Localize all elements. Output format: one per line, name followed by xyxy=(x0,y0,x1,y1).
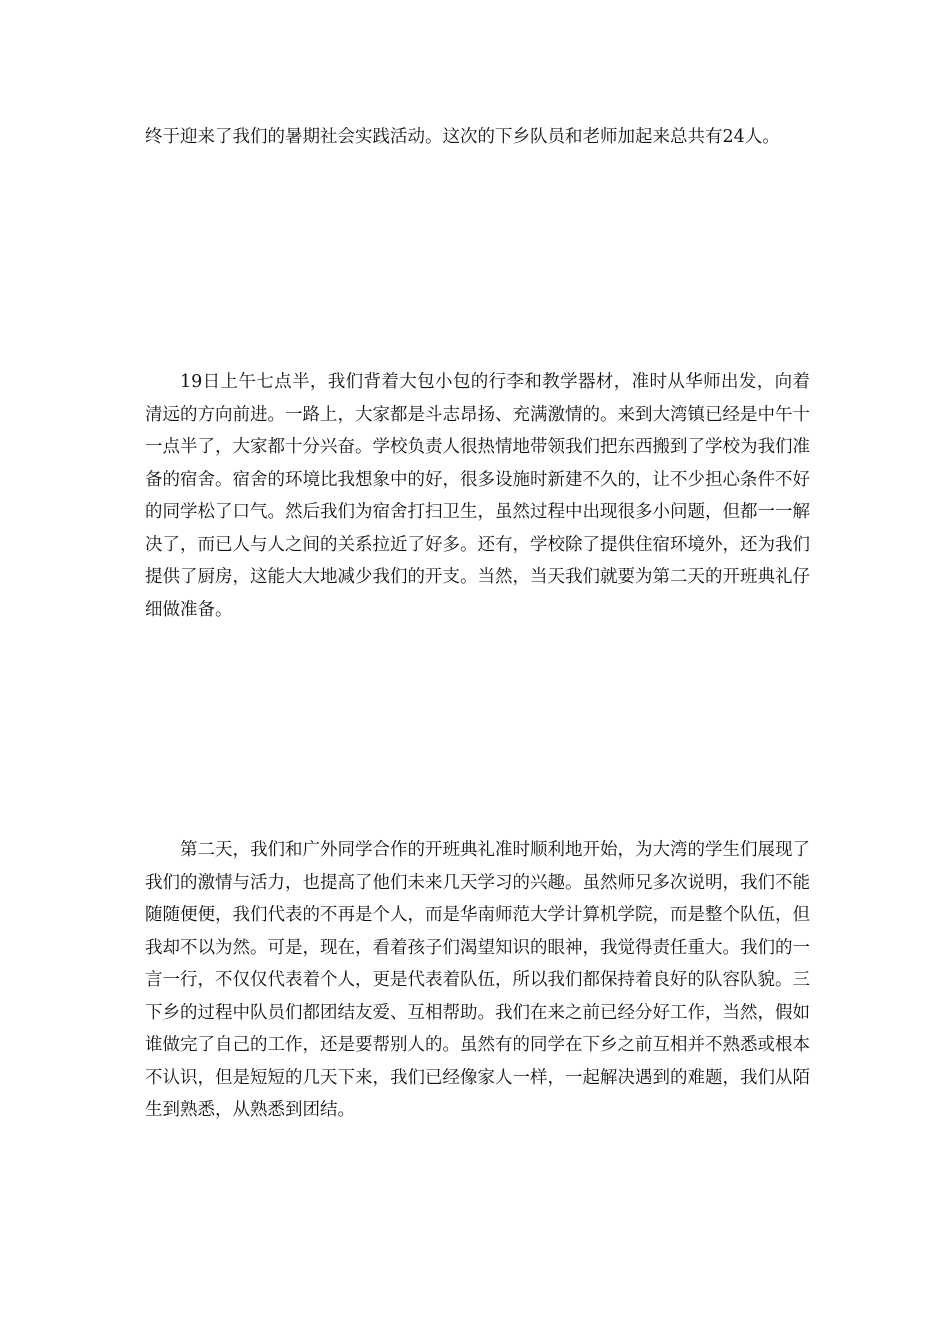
paragraph-opening-ceremony: 第二天，我们和广外同学合作的开班典礼准时顺利地开始，为大湾的学生们展现了我们的激情与活力，也提高了他们未来几天学习的兴趣。虽然师兄多次说明，我们不能随随便便，我们代表的不再是个人，而是华南师范大学计算机学院，而是整个队伍，但我却不以为然。可是，现在，看着孩子们渴望知识的眼神，我觉得责任重大。我们的一言一行，不仅仅代表着个人，更是代表着队伍，所以我们都保持着良好的队容队貌。三下乡的过程中队员们都团结友爱、互相帮助。我们在来之前已经分好工作，当然，假如谁做完了自己的工作，还是要帮别人的。虽然有的同学在下乡之前互相并不熟悉或根本不认识，但是短短的几天下来，我们已经像家人一样，一起解决遇到的难题，我们从陌生到熟悉，从熟悉到团结。 xyxy=(145,840,810,1120)
paragraph-departure: 19日上午七点半，我们背着大包小包的行李和教学器材，准时从华师出发，向着清远的方向前进。一路上，大家都是斗志昂扬、充满激情的。来到大湾镇已经是中午十一点半了，大家都十分兴奋。学校负责人很热情地带领我们把东西搬到了学校为我们准备的宿舍。宿舍的环境比我想象中的好，很多设施时新建不久的，让不少担心条件不好的同学松了口气。然后我们为宿舍打扫卫生，虽然过程中出现很多小问题，但都一一解决了，而已人与人之间的关系拉近了好多。还有，学校除了提供住宿环境外，还为我们提供了厨房，这能大大地减少我们的开支。当然，当天我们就要为第二天的开班典礼仔细做准备。 xyxy=(145,372,810,620)
paragraph-intro: 终于迎来了我们的暑期社会实践活动。这次的下乡队员和老师加起来总共有24人。 xyxy=(145,127,780,147)
